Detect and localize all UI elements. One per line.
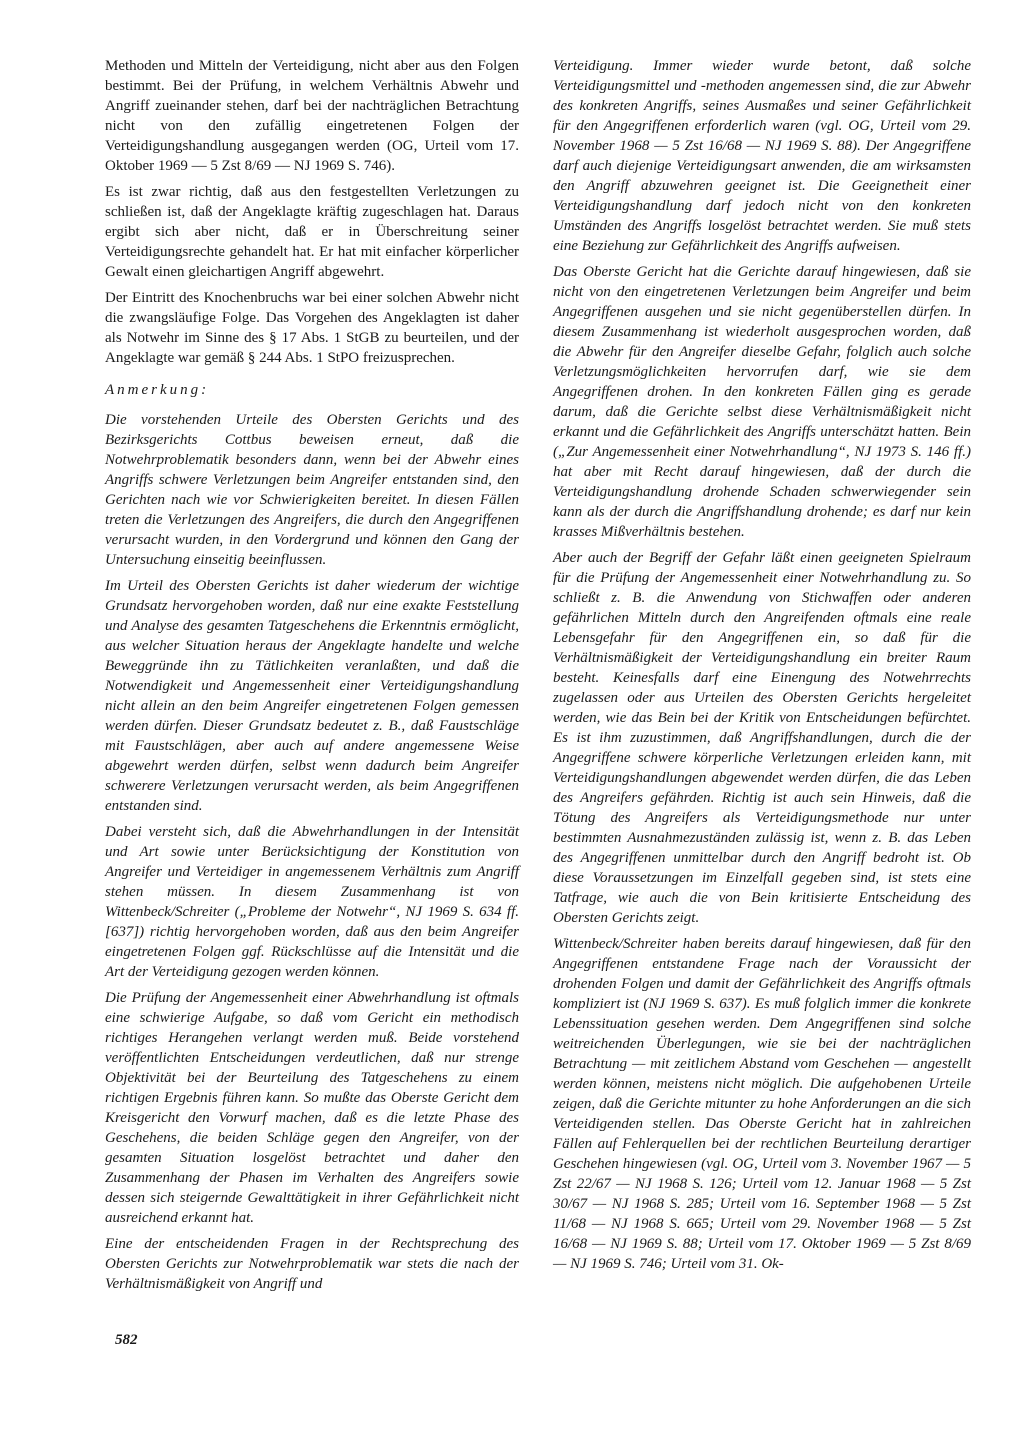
- paragraph: Eine der entscheidenden Fragen in der Rechtsprechung des Obersten Gerichts zur Notwehrproblematik war stets die nach der Verhältnismäßigkeit von Angriff und: [105, 1236, 519, 1292]
- paragraph: Im Urteil des Obersten Gerichts ist daher wiederum der wichtige Grundsatz hervorgehoben worden, daß nur eine exakte Feststellung und Analyse des gesamten Tatgeschehens die Erkenntnis ermöglicht, aus welcher Situation heraus der Angeklagte handelte und welche Beweggründe ihn zu Tätlichkeiten veranlaßten, und daß die Notwendigkeit und Angemessenheit einer Verteidigungshandlung nicht allein an den beim Angreifer eingetretenen Folgen gemessen werden dürfen. Dieser Grundsatz bedeutet z. B., daß Faustschläge mit Faustschlägen, aber auch auf andere angemessene Weise abgewehrt werden dürfen, selbst wenn dadurch beim Angreifer schwerere Verletzungen verursacht werden, als beim Angegriffenen entstanden sind.: [105, 578, 519, 814]
- paragraph: Es ist zwar richtig, daß aus den festgestellten Verletzungen zu schließen ist, daß der Angeklagte kräftig zugeschlagen hat. Daraus ergibt sich aber nicht, daß er in Überschreitung seiner Verteidigungsrechte gehandelt hat. Er hat mit einfacher körperlicher Gewalt einen gleichartigen Angriff abgewehrt.: [105, 184, 519, 280]
- paragraph: Der Eintritt des Knochenbruchs war bei einer solchen Abwehr nicht die zwangsläufige Folge. Das Vorgehen des Angeklagten ist daher als Notwehr im Sinne des § 17 Abs. 1 StGB zu beurteilen, und der Angeklagte war gemäß § 244 Abs. 1 StPO freizusprechen.: [105, 290, 519, 366]
- left-column: [105, 56, 519, 1300]
- paragraph: Verteidigung. Immer wieder wurde betont, daß solche Verteidigungsmittel und -methoden angemessen sind, die zur Abwehr des konkreten Angriffs, seines Ausmaßes und seiner Gefährlichkeit für den Angegriffenen erforderlich waren (vgl. OG, Urteil vom 29. November 1968 — 5 Zst 16/68 — NJ 1969 S. 88). Der Angegriffene darf auch diejenige Verteidigungsart anwenden, die am wirksamsten den Angriff abzuwehren geeignet ist. Die Geeignetheit einer Verteidigungshandlung darf jedoch nicht von den konkreten Umständen des Angriffs losgelöst betrachtet werden. Sie muß stets eine Beziehung zur Gefährlichkeit des Angriffs aufweisen.: [553, 58, 971, 254]
- paragraph: Das Oberste Gericht hat die Gerichte darauf hingewiesen, daß sie nicht von den eingetretenen Verletzungen beim Angreifer und beim Angegriffenen ausgehen und sie nicht gegenüberstellen dürfen. In diesem Zusammenhang ist wiederholt ausgesprochen worden, daß die Abwehr für den Angreifer dieselbe Gefahr, folglich auch solche Verletzungsmöglichkeiten hervorrufen darf, wie sie dem Angegriffenen drohen. In den konkreten Fällen ging es gerade darum, daß die Gerichte selbst diese Verhältnismäßigkeit nicht erkannt und die Gefährlichkeit des Angriffs unterschätzt hatten. Bein („Zur Angemessenheit einer Notwehrhandlung“, NJ 1973 S. 146 ff.) hat aber mit Recht darauf hingewiesen, daß der durch die Verteidigungshandlung drohende Schaden schwerwiegender sein kann als der durch die Angriffshandlung drohende; es darf nur kein krasses Mißverhältnis bestehen.: [553, 264, 971, 540]
- paragraph: Wittenbeck/Schreiter haben bereits darauf hingewiesen, daß für den Angegriffenen entstandene Frage nach der Voraussicht der drohenden Folgen und damit der Gefährlichkeit des Angriffs oftmals kompliziert ist (NJ 1969 S. 637). Es muß folglich immer die konkrete Lebenssituation gesehen werden. Dem Angegriffenen sind solche weitreichenden Überlegungen, wie sie bei der nachträglichen Betrachtung — mit zeitlichem Abstand vom Geschehen — angestellt werden können, meistens nicht möglich. Die aufgehobenen Urteile zeigen, daß die Gerichte mitunter zu hohe Anforderungen an die sich Verteidigenden stellen. Das Oberste Gericht hat in zahlreichen Fällen auf Fehlerquellen bei der rechtlichen Beurteilung derartiger Geschehen hingewiesen (vgl. OG, Urteil vom 3. November 1967 — 5 Zst 22/67 — NJ 1968 S. 126; Urteil vom 12. Januar 1968 — 5 Zst 30/67 — NJ 1968 S. 285; Urteil vom 16. September 1968 — 5 Zst 11/68 — NJ 1968 S. 665; Urteil vom 29. November 1968 — 5 Zst 16/68 — NJ 1969 S. 88; Urteil vom 17. Oktober 1969 — 5 Zst 8/69 — NJ 1969 S. 746; Urteil vom 31. Ok-: [553, 936, 971, 1272]
- paragraph: Methoden und Mitteln der Verteidigung, nicht aber aus den Folgen bestimmt. Bei der Prüfung, in welchem Verhältnis Abwehr und Angriff zueinander stehen, darf bei der nachträglichen Betrachtung nicht von den zufällig eingetretenen Folgen der Verteidigungshandlung ausgegangen werden (OG, Urteil vom 17. Oktober 1969 — 5 Zst 8/69 — NJ 1969 S. 746).: [105, 58, 519, 174]
- paragraph: Die vorstehenden Urteile des Obersten Gerichts und des Bezirksgerichts Cottbus beweisen erneut, daß die Notwehrproblematik besonders dann, wenn bei der Abwehr eines Angriffs schwere Verletzungen beim Angreifer entstanden sind, den Gerichten nach wie vor Schwierigkeiten bereitet. In diesen Fällen treten die Verletzungen des Angreifers, die durch den Angegriffenen verursacht wurden, in den Vordergrund und können den Gang der Untersuchung einseitig beeinflussen.: [105, 412, 519, 568]
- paragraph: Die Prüfung der Angemessenheit einer Abwehrhandlung ist oftmals eine schwierige Aufgabe, so daß vom Gericht ein methodisch richtiges Herangehen verlangt werden muß. Beide vorstehend veröffentlichten Entscheidungen verdeutlichen, daß nur strenge Objektivität bei der Beurteilung des Tatgeschehens zu einem richtigen Ergebnis führen kann. So mußte das Oberste Gericht dem Kreisgericht den Vorwurf machen, daß es die letzte Phase des Geschehens, die beiden Schläge gegen den Angreifer, von der gesamten Situation losgelöst betrachtet und daher den Zusammenhang der Phasen im Verhalten des Angreifers sowie dessen sich steigernde Gewalttätigkeit in ihrer Gefährlichkeit nicht ausreichend erkannt hat.: [105, 990, 519, 1226]
- page-number: 582: [115, 1332, 138, 1348]
- section-heading: Anmerkung:: [105, 382, 210, 398]
- paragraph: Aber auch der Begriff der Gefahr läßt einen geeigneten Spielraum für die Prüfung der Angemessenheit einer Notwehrhandlung zu. So schließt z. B. die Anwendung von Stichwaffen oder anderen gefährlichen Mitteln durch den Angreifenden oftmals eine reale Lebensgefahr für den Angegriffenen ein, so daß für die Verhältnismäßigkeit der Verteidigungshandlung ein breiter Raum besteht. Keinesfalls darf eine Einengung des Notwehrrechts zugelassen oder aus Urteilen des Obersten Gerichts hergeleitet werden, wie das Bein bei der Kritik von Entscheidungen befürchtet. Es ist ihm zuzustimmen, daß Angriffshandlungen, durch die der Angegriffene schwere körperliche Verletzungen erleiden kann, mit Verteidigungshandlungen abgewendet werden dürfen, die das Leben des Angreifers gefährden. Richtig ist auch sein Hinweis, daß die Tötung des Angreifers als Verteidigungsmethode nur unter bestimmten Ausnahmezuständen zulässig ist, wenn z. B. das Leben des Angegriffenen unmittelbar durch den Angriff bedroht ist. Ob diese Voraussetzungen im Einzelfall gegeben sind, ist stets eine Tatfrage, wie auch die von Bein kritisierte Entscheidung des Obersten Gerichts zeigt.: [553, 550, 971, 926]
- right-column: [553, 56, 971, 1280]
- paragraph: Dabei versteht sich, daß die Abwehrhandlungen in der Intensität und Art sowie unter Berücksichtigung der Konstitution von Angreifer und Verteidiger in angemessenem Verhältnis zum Angriff stehen müssen. In diesem Zusammenhang ist von Wittenbeck/Schreiter („Probleme der Notwehr“, NJ 1969 S. 634 ff. [637]) richtig hervorgehoben worden, daß aus den beim Angreifer eingetretenen Folgen ggf. Rückschlüsse auf die Intensität und die Art der Verteidigung gezogen werden können.: [105, 824, 519, 980]
